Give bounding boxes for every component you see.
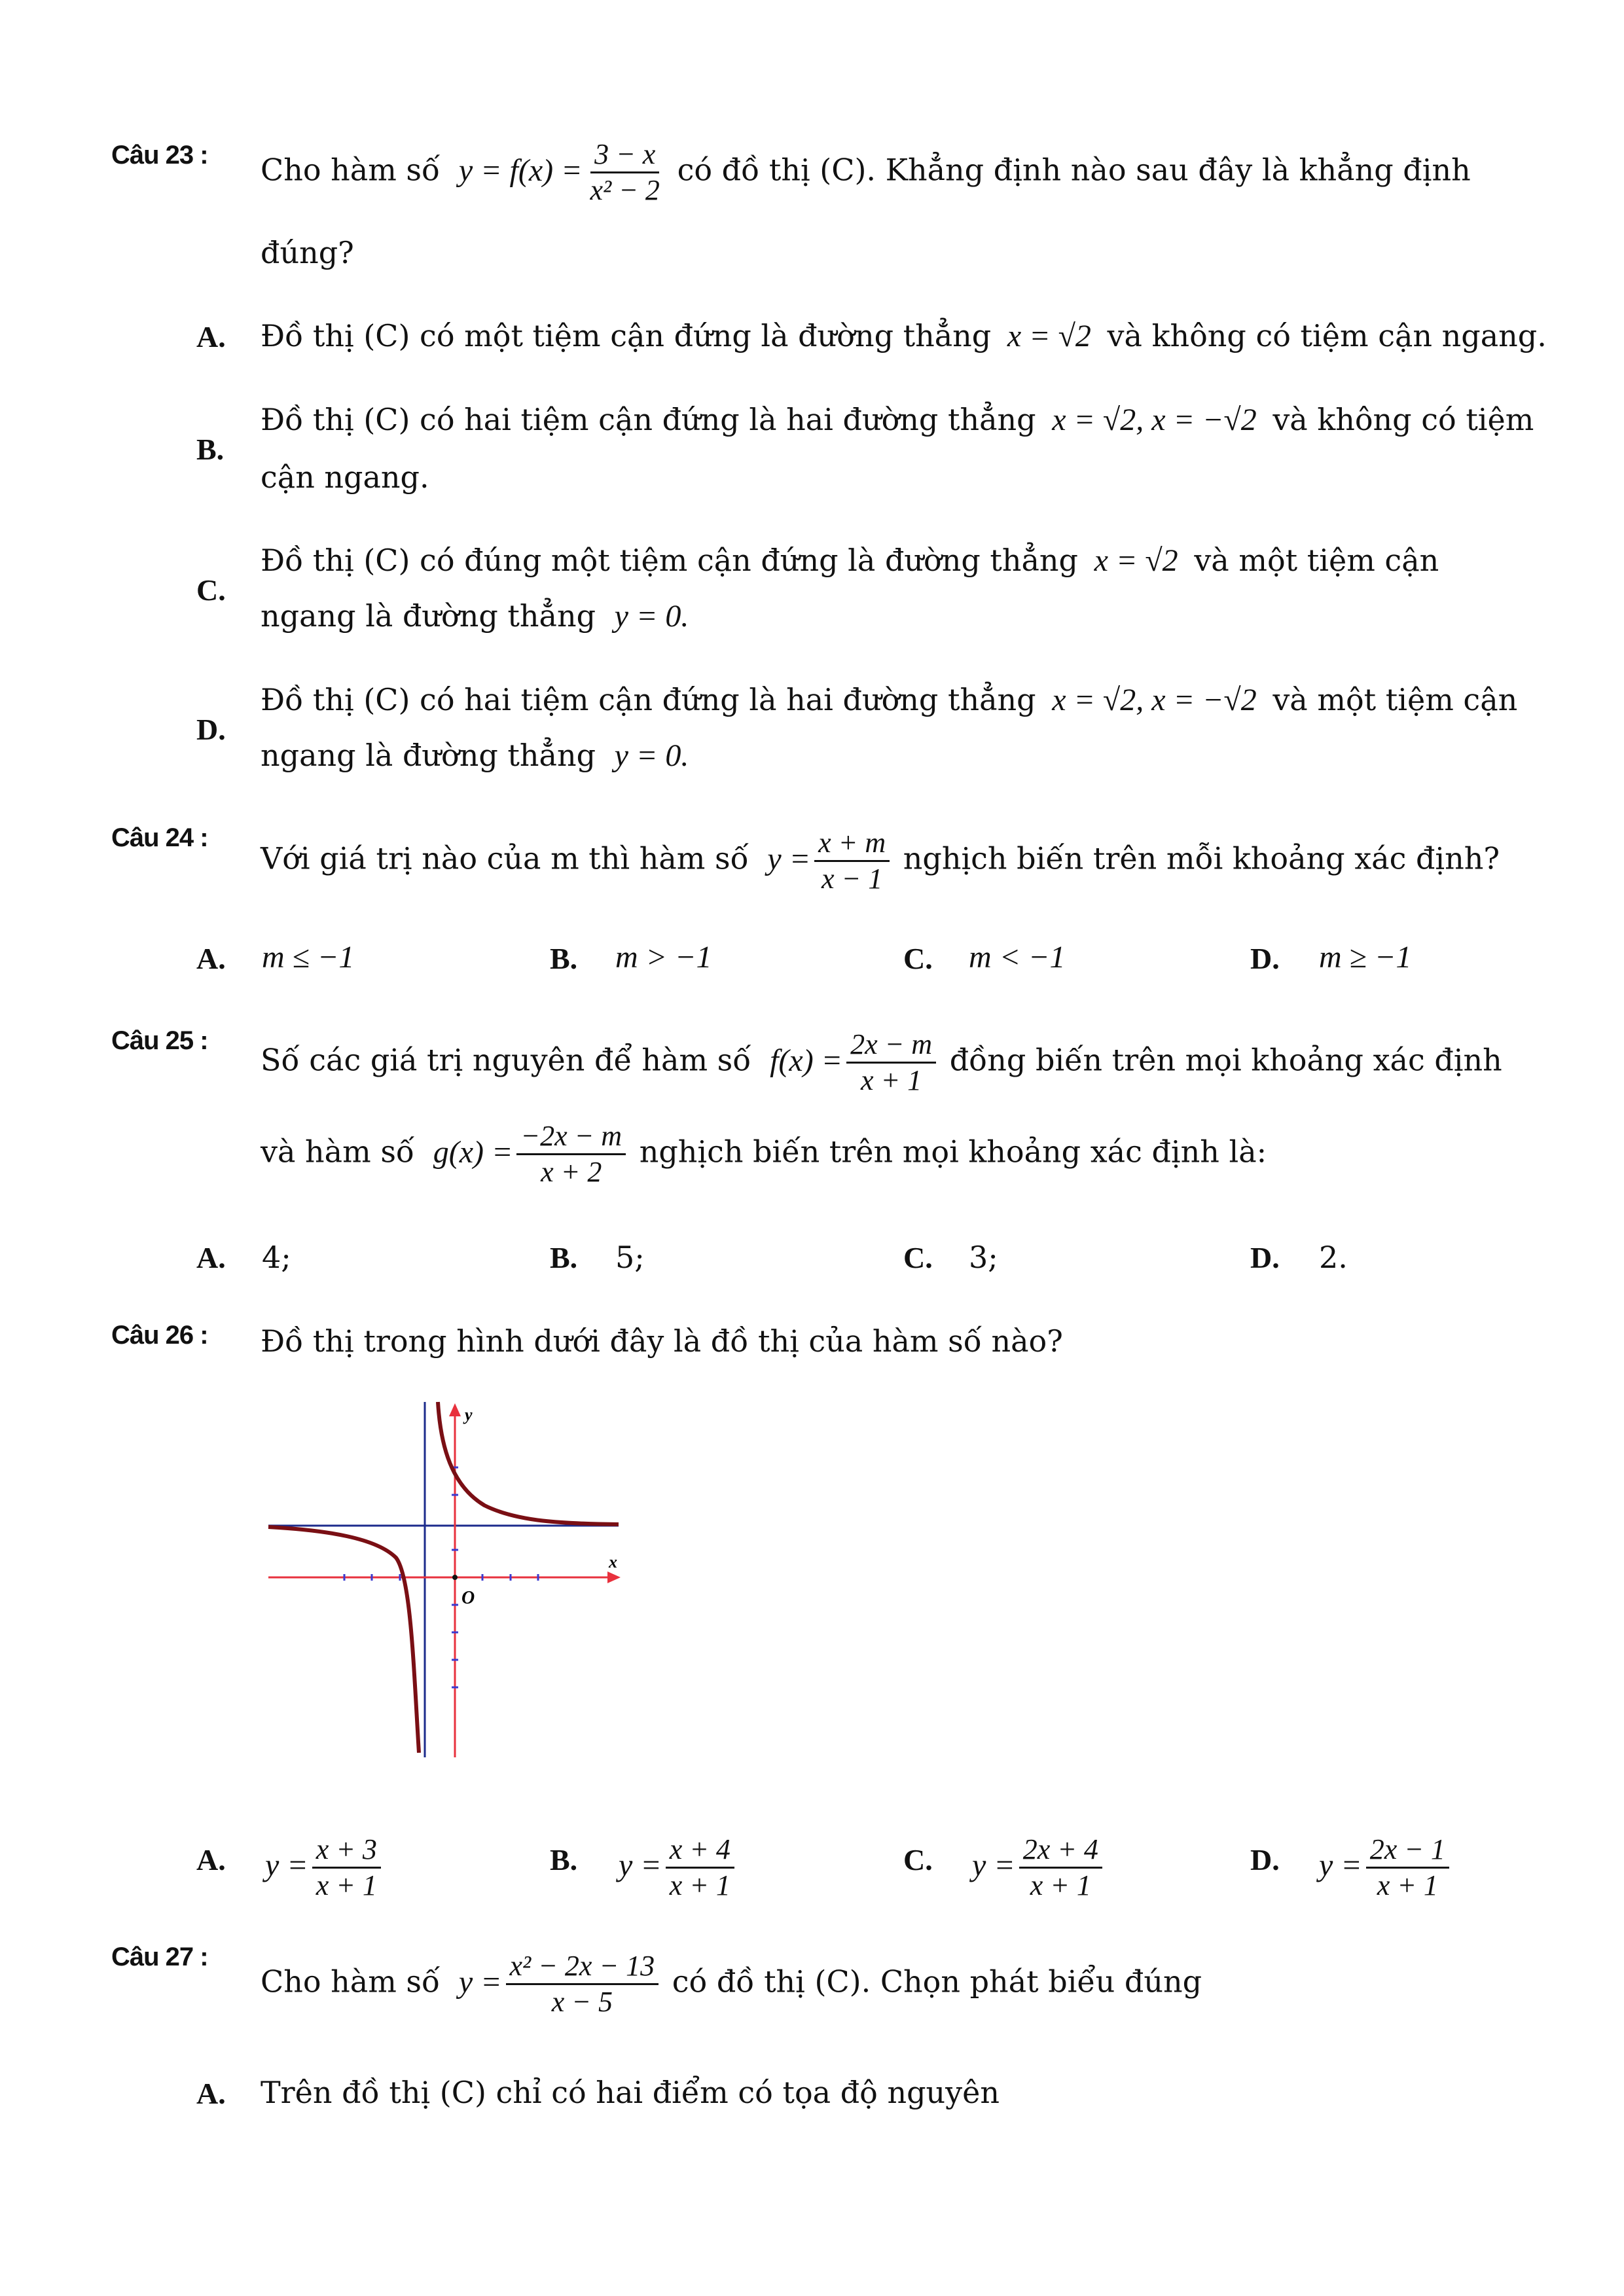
q23-option-b[interactable] (261, 399, 1534, 440)
q24-numerator: x + m (814, 826, 890, 862)
q25-f-fraction (846, 1028, 936, 1098)
q24-option-b-label: B. (550, 942, 578, 975)
origin-point (452, 1575, 458, 1580)
q27-option-a[interactable]: Trên đồ thị (C) chỉ có hai điểm có tọa độ nguyên (261, 2075, 1000, 2110)
q26-option-c-denominator: x + 1 (1030, 1869, 1091, 1901)
q27-denominator: x − 5 (551, 1986, 613, 2018)
q26-option-c-lhs: y = (972, 1848, 1015, 1883)
graph-origin-label: O (461, 1588, 475, 1608)
q26-option-d-lhs: y = (1319, 1848, 1362, 1883)
q23-text-after: có đồ thị (C). Khẳng định nào sau đây là khẳng định (677, 152, 1471, 188)
q26-option-b-fraction (666, 1833, 734, 1903)
q23-option-a-label: A. (196, 320, 226, 353)
q23-denominator: x² − 2 (590, 174, 660, 206)
q25-f-numerator: 2x − m (846, 1028, 936, 1064)
q23-option-c-math2: y = 0. (614, 599, 689, 634)
q26-option-d-numerator: 2x − 1 (1366, 1833, 1449, 1869)
q25-text-mid: đồng biến trên mọi khoảng xác định (949, 1042, 1502, 1078)
question-23-stem (261, 137, 1471, 207)
q23-option-c[interactable] (261, 540, 1439, 581)
q27-fraction (506, 1949, 659, 2019)
q26-option-c[interactable] (972, 1833, 1106, 1903)
q26-option-d-denominator: x + 1 (1377, 1869, 1438, 1901)
q23-func-lhs: y = f(x) = (458, 152, 583, 188)
q24-fraction (814, 826, 890, 896)
q26-option-a-numerator: x + 3 (312, 1833, 381, 1869)
q24-option-a-label: A. (196, 942, 226, 975)
q25-f-denominator: x + 1 (860, 1064, 922, 1096)
q25-option-b-label: B. (550, 1241, 578, 1274)
q24-option-c-label: C. (903, 942, 933, 975)
q25-option-d[interactable]: 2. (1319, 1240, 1348, 1275)
q23-option-b-text: Đồ thị (C) có hai tiệm cận đứng là hai đường thẳng (261, 402, 1036, 437)
q26-option-b-numerator: x + 4 (666, 1833, 734, 1869)
q23-option-c-line2-text: ngang là đường thẳng (261, 598, 596, 634)
q26-option-d[interactable] (1319, 1833, 1453, 1903)
q23-option-d-line2-text: ngang là đường thẳng (261, 738, 596, 773)
question-25-stem-line2 (261, 1119, 1267, 1189)
q23-option-a-text-after: và không có tiệm cận ngang. (1107, 318, 1547, 353)
q23-option-d-math: x = √2, x = −√2 (1052, 683, 1257, 717)
q25-option-c[interactable]: 3; (969, 1240, 998, 1275)
q23-text-before: Cho hàm số (261, 152, 441, 188)
q26-option-a-label: A. (196, 1843, 226, 1876)
q25-text-line2-after: nghịch biến trên mọi khoảng xác định là: (639, 1134, 1267, 1170)
q26-option-a-fraction (312, 1833, 381, 1903)
q24-option-d-label: D. (1250, 942, 1280, 975)
q26-option-c-label: C. (903, 1843, 933, 1876)
q26-option-b-denominator: x + 1 (669, 1869, 731, 1901)
question-25-stem (261, 1028, 1502, 1098)
q23-numerator: 3 − x (590, 137, 659, 173)
q25-g-denominator: x + 2 (541, 1156, 602, 1188)
q25-option-d-label: D. (1250, 1241, 1280, 1274)
q23-option-c-text: Đồ thị (C) có đúng một tiệm cận đứng là đường thẳng (261, 543, 1079, 578)
graph-y-label: y (465, 1405, 473, 1424)
q25-text-line2-before: và hàm số (261, 1134, 415, 1170)
q23-option-b-line2: cận ngang. (261, 459, 429, 495)
curve-left-branch (268, 1527, 419, 1753)
q23-option-c-line2 (261, 596, 689, 637)
q23-option-c-math: x = √2 (1094, 543, 1178, 578)
q23-option-d-text-after: và một tiệm cận (1272, 682, 1518, 717)
y-axis-arrow (449, 1403, 461, 1416)
question-27-label: Câu 27 : (111, 1943, 208, 1971)
q24-option-b[interactable]: m > −1 (615, 940, 712, 975)
x-axis-arrow (607, 1571, 621, 1583)
q25-f-lhs: f(x) = (770, 1043, 843, 1078)
q23-option-d-label: D. (196, 713, 226, 746)
q23-text-line2: đúng? (261, 235, 354, 270)
q26-option-a-lhs: y = (265, 1848, 308, 1883)
q27-func-lhs: y = (458, 1964, 502, 2000)
q26-option-a[interactable] (265, 1833, 385, 1903)
q23-option-d-text: Đồ thị (C) có hai tiệm cận đứng là hai đường thẳng (261, 682, 1036, 717)
q25-option-c-label: C. (903, 1241, 933, 1274)
q24-option-c[interactable]: m < −1 (969, 940, 1066, 975)
q23-option-b-label: B. (196, 433, 225, 466)
q23-fraction (586, 137, 664, 207)
q26-option-b[interactable] (619, 1833, 738, 1903)
q27-numerator: x² − 2x − 13 (506, 1949, 659, 1985)
q23-option-a[interactable] (261, 315, 1547, 357)
q24-option-d[interactable]: m ≥ −1 (1319, 940, 1412, 975)
q25-g-lhs: g(x) = (433, 1134, 513, 1170)
q24-func-lhs: y = (767, 841, 811, 876)
q24-text-before: Với giá trị nào của m thì hàm số (261, 840, 749, 876)
q25-option-a-label: A. (196, 1241, 226, 1274)
q25-option-a[interactable]: 4; (262, 1240, 291, 1275)
q25-text-before: Số các giá trị nguyên để hàm số (261, 1042, 751, 1078)
q26-option-d-fraction (1366, 1833, 1449, 1903)
q27-option-a-label: A. (196, 2077, 226, 2110)
q23-option-a-text: Đồ thị (C) có một tiệm cận đứng là đường thẳng (261, 318, 992, 353)
question-25-label: Câu 25 : (111, 1026, 208, 1055)
q25-option-b[interactable]: 5; (615, 1240, 645, 1275)
q24-option-a[interactable]: m ≤ −1 (262, 940, 355, 975)
question-24-stem (261, 826, 1500, 896)
graph-x-label: x (609, 1552, 617, 1571)
q25-g-fraction (516, 1119, 626, 1189)
q26-option-c-fraction (1019, 1833, 1102, 1903)
q26-graph (262, 1394, 628, 1761)
question-27-stem (261, 1949, 1202, 2019)
q23-option-b-math: x = √2, x = −√2 (1052, 403, 1257, 437)
q23-option-c-text-after: và một tiệm cận (1194, 543, 1439, 578)
q27-text-before: Cho hàm số (261, 1964, 441, 2000)
q25-g-numerator: −2x − m (516, 1119, 626, 1155)
q23-option-d-math2: y = 0. (614, 738, 689, 773)
q23-option-b-text-after: và không có tiệm (1272, 402, 1534, 437)
q26-option-b-label: B. (550, 1843, 578, 1876)
question-26-stem: Đồ thị trong hình dưới đây là đồ thị của hàm số nào? (261, 1323, 1063, 1359)
question-24-label: Câu 24 : (111, 823, 208, 852)
question-26-label: Câu 26 : (111, 1321, 208, 1350)
q27-text-after: có đồ thị (C). Chọn phát biểu đúng (672, 1964, 1202, 2000)
question-23-label: Câu 23 : (111, 141, 208, 170)
q26-option-c-numerator: 2x + 4 (1019, 1833, 1102, 1869)
q26-option-b-lhs: y = (619, 1848, 662, 1883)
q26-option-d-label: D. (1250, 1843, 1280, 1876)
q23-option-d[interactable] (261, 679, 1517, 721)
q26-option-a-denominator: x + 1 (316, 1869, 377, 1901)
q23-option-a-math: x = √2 (1007, 319, 1091, 353)
q23-option-d-line2 (261, 735, 689, 776)
q23-option-c-label: C. (196, 573, 226, 607)
q24-text-after: nghịch biến trên mỗi khoảng xác định? (903, 840, 1500, 876)
q24-denominator: x − 1 (821, 863, 883, 895)
